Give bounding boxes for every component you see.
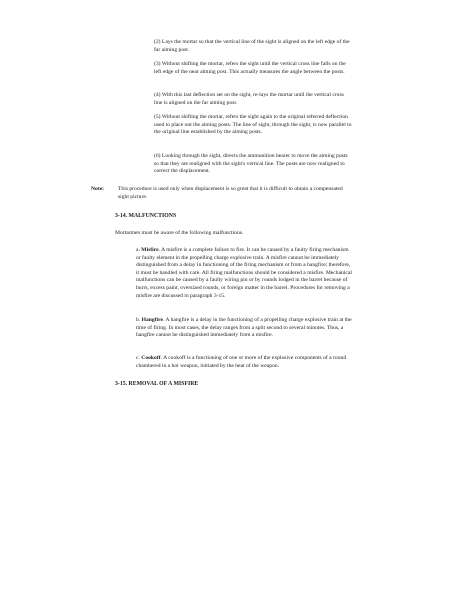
cookoff-text: . A cookoff is a functioning of one or more of the explosive components of a round chambered in a hot weapon, initiated by the heat of the weapon. — [136, 355, 347, 369]
step-5-paragraph: (5) Without shifting the mortar, refers the sight again to the original referred deflection used to place out the aiming posts. The line of sight, through the sight, is now parallel to the original line established by the aiming posts. — [154, 114, 352, 136]
cookoff-term: Cookoff — [141, 355, 161, 361]
hangfire-prefix: b. — [136, 317, 141, 323]
hangfire-term: Hangfire — [141, 317, 163, 323]
step-3-paragraph: (3) Without shifting the mortar, refers the sight until the vertical cross line falls on the left edge of the near aiming post. This actually measures the angle between the posts. — [154, 61, 346, 75]
misfire-paragraph — [136, 247, 354, 300]
misfire-text: . A misfire is a complete failure to fire. It can be caused by a faulty firing mechanism or faulty element in the propelling charge explosive train. A misfire cannot be immediately distinguished from a delay in functioning of the firing mechanism or from a hangfire; therefore, it must be handled with care. All firing malfunctions should be considered a misfire. Mechanical malfunctions can be caused by a faulty wiring pin or by rounds lodged in the barrel because of burrs, excess paint, oversized rounds, or foreign matter in the barrel. Procedures for removing a misfire are discussed in paragraph 3-15. — [136, 247, 352, 299]
step-6-paragraph: (6) Looking through the sight, directs the ammunition bearer to move the aiming posts so that they are realigned with the sight's vertical line. The posts are now realigned to correct the displacement. — [154, 153, 348, 175]
hangfire-paragraph — [136, 317, 354, 340]
cookoff-prefix: c. — [136, 355, 140, 361]
malfunctions-intro: Mortarmen must be aware of the following malfunctions. — [115, 230, 244, 236]
misfire-term: Misfire — [141, 247, 159, 253]
note-text: This procedure is used only when displacement is so great that it is difficult to obtain a compensated sight picture. — [118, 186, 343, 200]
misfire-prefix: a. — [136, 247, 140, 253]
step-2-paragraph: (2) Lays the mortar so that the vertical line of the sight is aligned on the left edge of the far aiming post. — [154, 39, 350, 53]
note-label: Note: — [91, 186, 105, 192]
section-heading-malfunctions: 3-14. MALFUNCTIONS — [115, 213, 177, 219]
section-heading-removal-of-misfire: 3-15. REMOVAL OF A MISFIRE — [115, 381, 199, 387]
hangfire-text: . A hangfire is a delay in the functioning of a propelling charge explosive train at the time of firing. In most cases, the delay ranges from a split second to several minutes. Thus, a hangfire cannot be distinguished immediately from a misfire. — [136, 317, 352, 339]
cookoff-paragraph — [136, 355, 354, 370]
step-4-paragraph: (4) With this last deflection set on the sight, re-lays the mortar until the vertical cross line is aligned on the far aiming post. — [154, 92, 344, 106]
